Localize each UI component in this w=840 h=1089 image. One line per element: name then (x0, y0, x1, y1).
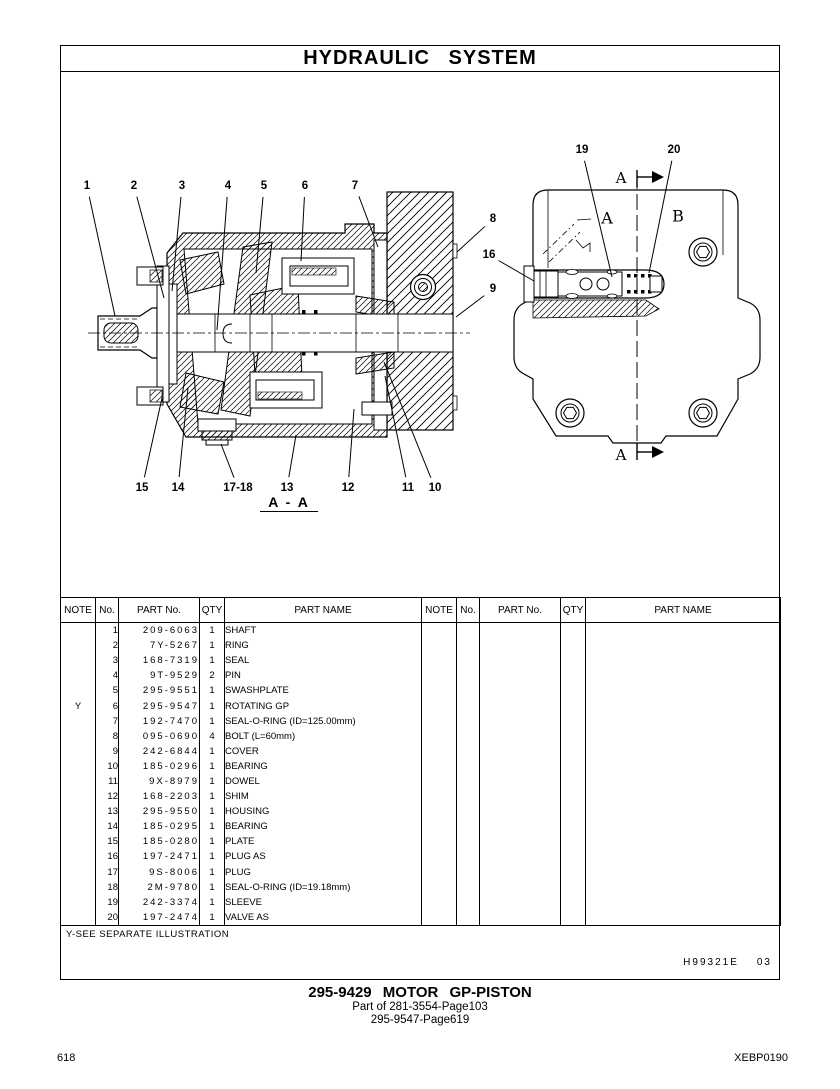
column-header-note-2: NOTE (422, 598, 457, 623)
parts-table (60, 597, 781, 926)
callout-15: 15 (135, 482, 149, 494)
callout-6: 6 (301, 180, 309, 192)
table-row (61, 880, 781, 895)
cell-note (422, 653, 457, 668)
cell-name: PLUG AS (225, 849, 422, 864)
cell-name: SLEEVE (225, 895, 422, 910)
section-label: A - A (260, 494, 318, 512)
leader-line-1 (89, 197, 115, 316)
cell-no (457, 774, 480, 789)
cell-qty: 1 (200, 865, 225, 880)
cell-qty (561, 910, 586, 926)
callout-5: 5 (260, 180, 268, 192)
cell-part: 295-9551 (119, 683, 200, 698)
cell-name: SHIM (225, 789, 422, 804)
cell-part: 209-6063 (119, 623, 200, 639)
callout-19: 19 (575, 144, 589, 156)
cell-qty (561, 880, 586, 895)
cell-qty: 1 (200, 774, 225, 789)
callout-3: 3 (178, 180, 186, 192)
cell-part (480, 714, 561, 729)
cell-note (422, 880, 457, 895)
table-row (61, 714, 781, 729)
cell-no (457, 865, 480, 880)
column-header-qty: QTY (200, 598, 225, 623)
cell-part: 9T-9529 (119, 668, 200, 683)
table-row (61, 895, 781, 910)
callout-17-18: 17-18 (223, 482, 253, 494)
cell-name: PLATE (225, 834, 422, 849)
cell-name (586, 895, 781, 910)
cell-part (480, 683, 561, 698)
callout-10: 10 (428, 482, 442, 494)
cell-no: 5 (96, 683, 119, 698)
cell-name (586, 653, 781, 668)
cell-qty (561, 714, 586, 729)
cell-qty: 1 (200, 653, 225, 668)
cell-note (61, 804, 96, 819)
cell-name: DOWEL (225, 774, 422, 789)
callout-a: A (601, 208, 613, 228)
cell-note (422, 865, 457, 880)
cell-note (422, 698, 457, 713)
cell-note (61, 880, 96, 895)
callout-8: 8 (489, 213, 497, 225)
leader-line-15 (144, 398, 162, 477)
cell-name: BOLT (L=60mm) (225, 729, 422, 744)
cell-part: 185-0280 (119, 834, 200, 849)
column-header-note: NOTE (61, 598, 96, 623)
table-row (61, 698, 781, 713)
cell-note (61, 910, 96, 926)
table-row (61, 865, 781, 880)
cell-qty: 1 (200, 714, 225, 729)
cell-no: 14 (96, 819, 119, 834)
cell-part: 295-9550 (119, 804, 200, 819)
cell-name: COVER (225, 744, 422, 759)
cell-name: RING (225, 638, 422, 653)
cell-note (422, 638, 457, 653)
cell-note (61, 638, 96, 653)
callout-a: A (615, 169, 627, 187)
callout-2: 2 (130, 180, 138, 192)
cell-no: 8 (96, 729, 119, 744)
cell-name: SEAL-O-RING (ID=125.00mm) (225, 714, 422, 729)
callout-14: 14 (171, 482, 185, 494)
cell-note (422, 759, 457, 774)
page-number: 618 (57, 1052, 76, 1064)
cell-part (480, 849, 561, 864)
cell-no: 13 (96, 804, 119, 819)
cell-no (457, 744, 480, 759)
cell-no (457, 804, 480, 819)
cell-no (457, 714, 480, 729)
cell-part: 2M-9780 (119, 880, 200, 895)
cell-qty: 2 (200, 668, 225, 683)
cell-no (457, 638, 480, 653)
cell-note (422, 714, 457, 729)
table-row (61, 638, 781, 653)
table-row (61, 834, 781, 849)
cell-no: 9 (96, 744, 119, 759)
cell-note (61, 774, 96, 789)
cell-part (480, 819, 561, 834)
cell-no (457, 729, 480, 744)
cell-no (457, 759, 480, 774)
cell-note (61, 653, 96, 668)
cell-qty (561, 729, 586, 744)
cell-part: 197-2471 (119, 849, 200, 864)
cell-name (586, 789, 781, 804)
cell-qty: 1 (200, 819, 225, 834)
cell-qty: 1 (200, 834, 225, 849)
leader-line-17-18 (221, 444, 234, 478)
table-row (61, 849, 781, 864)
cell-part (480, 744, 561, 759)
cell-no: 16 (96, 849, 119, 864)
cell-part: 168-2203 (119, 789, 200, 804)
cell-no: 7 (96, 714, 119, 729)
page-title: HYDRAULIC SYSTEM (60, 45, 780, 72)
cell-qty (561, 804, 586, 819)
cell-no: 1 (96, 623, 119, 639)
cell-note (422, 774, 457, 789)
cell-qty (561, 638, 586, 653)
cell-qty (561, 668, 586, 683)
cell-no (457, 698, 480, 713)
cell-note (61, 744, 96, 759)
cell-no: 11 (96, 774, 119, 789)
footer-group-ref: 295-9547-Page619 (370, 1014, 470, 1026)
cell-qty: 1 (200, 683, 225, 698)
cell-no: 15 (96, 834, 119, 849)
cell-name: BEARING (225, 759, 422, 774)
cell-name (586, 849, 781, 864)
callout-a: A (615, 446, 627, 464)
cell-part: 295-9547 (119, 698, 200, 713)
cell-note (422, 623, 457, 639)
cell-note (61, 834, 96, 849)
cell-qty (561, 698, 586, 713)
cell-no: 18 (96, 880, 119, 895)
cell-name (586, 683, 781, 698)
cell-no: 10 (96, 759, 119, 774)
cell-qty (561, 819, 586, 834)
table-row (61, 910, 781, 926)
cell-name (586, 880, 781, 895)
cell-name (586, 744, 781, 759)
cell-part: 7Y-5267 (119, 638, 200, 653)
callout-1: 1 (83, 180, 91, 192)
column-header-name: PART NAME (225, 598, 422, 623)
cell-name: SWASHPLATE (225, 683, 422, 698)
column-header-no: No. (96, 598, 119, 623)
footer-parent-ref: Part of 281-3554-Page103 (352, 1001, 488, 1013)
cell-no (457, 910, 480, 926)
table-row (61, 653, 781, 668)
cell-qty (561, 895, 586, 910)
cell-qty: 1 (200, 895, 225, 910)
column-header-part: PART No. (119, 598, 200, 623)
cell-note (422, 910, 457, 926)
right-end-view (514, 170, 760, 460)
cell-qty (561, 759, 586, 774)
cell-qty (561, 623, 586, 639)
cell-qty: 1 (200, 910, 225, 926)
callout-13: 13 (280, 482, 294, 494)
cell-qty (561, 774, 586, 789)
cell-name: SHAFT (225, 623, 422, 639)
cell-part: 242-3374 (119, 895, 200, 910)
cell-qty: 1 (200, 744, 225, 759)
cell-qty (561, 865, 586, 880)
callout-16: 16 (482, 249, 496, 261)
cell-part (480, 668, 561, 683)
cell-part: 185-0295 (119, 819, 200, 834)
column-header-part-2: PART No. (480, 598, 561, 623)
cell-name: PLUG (225, 865, 422, 880)
table-row (61, 804, 781, 819)
cell-no: 20 (96, 910, 119, 926)
cell-name (586, 865, 781, 880)
cell-name (586, 834, 781, 849)
leader-line-8 (457, 226, 485, 252)
cell-part (480, 623, 561, 639)
cell-note (422, 729, 457, 744)
cell-part: 9X-8979 (119, 774, 200, 789)
cell-note (61, 789, 96, 804)
table-row (61, 744, 781, 759)
cell-qty: 1 (200, 623, 225, 639)
cell-no (457, 623, 480, 639)
cell-name (586, 698, 781, 713)
table-row (61, 623, 781, 639)
cell-note (422, 804, 457, 819)
cell-note (61, 895, 96, 910)
callout-9: 9 (489, 283, 497, 295)
cell-no: 19 (96, 895, 119, 910)
doc-code-revision: 03 (756, 957, 772, 968)
callout-12: 12 (341, 482, 355, 494)
callout-20: 20 (667, 144, 681, 156)
column-header-name-2: PART NAME (586, 598, 781, 623)
cell-no (457, 789, 480, 804)
cell-part (480, 865, 561, 880)
cell-note (422, 895, 457, 910)
cell-note (61, 729, 96, 744)
footer-title: 295-9429 MOTOR GP-PISTON (308, 984, 532, 1001)
cell-part: 192-7470 (119, 714, 200, 729)
cell-qty: 4 (200, 729, 225, 744)
callout-11: 11 (401, 482, 415, 494)
cell-name: HOUSING (225, 804, 422, 819)
cell-note (61, 668, 96, 683)
table-row (61, 774, 781, 789)
cell-note (422, 789, 457, 804)
cell-name (586, 759, 781, 774)
cell-name (586, 774, 781, 789)
cell-qty: 1 (200, 789, 225, 804)
cell-part (480, 774, 561, 789)
cell-note (61, 683, 96, 698)
cell-no: 2 (96, 638, 119, 653)
cell-part (480, 638, 561, 653)
cell-part (480, 834, 561, 849)
callout-7: 7 (351, 180, 359, 192)
cell-part (480, 895, 561, 910)
cell-name (586, 638, 781, 653)
cell-note (61, 623, 96, 639)
cell-no: 4 (96, 668, 119, 683)
note-legend: Y-SEE SEPARATE ILLUSTRATION (66, 929, 230, 940)
cell-no (457, 895, 480, 910)
cell-note (422, 683, 457, 698)
table-row (61, 683, 781, 698)
callout-4: 4 (224, 180, 232, 192)
table-row (61, 729, 781, 744)
cell-note: Y (61, 698, 96, 713)
table-row (61, 819, 781, 834)
cell-part (480, 880, 561, 895)
cell-name: BEARING (225, 819, 422, 834)
cell-part (480, 698, 561, 713)
cell-no (457, 880, 480, 895)
cell-name (586, 729, 781, 744)
cell-qty: 1 (200, 759, 225, 774)
doc-code (683, 957, 772, 968)
cell-note (422, 744, 457, 759)
cell-note (61, 819, 96, 834)
cell-name (586, 819, 781, 834)
cell-note (61, 849, 96, 864)
cell-name (586, 714, 781, 729)
doc-code-number: H99321E (683, 957, 739, 968)
cell-note (422, 834, 457, 849)
cell-no: 12 (96, 789, 119, 804)
cell-no (457, 819, 480, 834)
leader-line-13 (289, 435, 296, 477)
cell-name (586, 910, 781, 926)
table-row (61, 789, 781, 804)
cell-no (457, 849, 480, 864)
cell-no: 17 (96, 865, 119, 880)
cell-note (422, 668, 457, 683)
cell-note (422, 849, 457, 864)
cell-note (61, 759, 96, 774)
cell-name: ROTATING GP (225, 698, 422, 713)
cell-name: VALVE AS (225, 910, 422, 926)
table-row (61, 668, 781, 683)
cell-part (480, 789, 561, 804)
callout-b: B (672, 206, 684, 226)
cell-name (586, 668, 781, 683)
cell-part: 9S-8006 (119, 865, 200, 880)
cell-qty (561, 789, 586, 804)
cell-qty: 1 (200, 849, 225, 864)
leader-line-9 (456, 296, 484, 317)
cell-part: 242-6844 (119, 744, 200, 759)
cell-qty: 1 (200, 698, 225, 713)
cell-no (457, 653, 480, 668)
cell-part (480, 910, 561, 926)
cell-no: 3 (96, 653, 119, 668)
form-code: XEBP0190 (734, 1052, 788, 1064)
cell-qty: 1 (200, 880, 225, 895)
cell-qty (561, 744, 586, 759)
cell-no (457, 668, 480, 683)
cell-part (480, 759, 561, 774)
cell-qty (561, 834, 586, 849)
cell-qty (561, 683, 586, 698)
cell-name (586, 623, 781, 639)
cell-no (457, 834, 480, 849)
cell-part: 185-0296 (119, 759, 200, 774)
column-header-qty-2: QTY (561, 598, 586, 623)
cell-note (61, 714, 96, 729)
cell-part: 197-2474 (119, 910, 200, 926)
cell-note (61, 865, 96, 880)
cell-qty: 1 (200, 804, 225, 819)
cell-no (457, 683, 480, 698)
cell-part (480, 804, 561, 819)
cell-name (586, 804, 781, 819)
technical-drawing (60, 70, 780, 597)
column-header-no-2: No. (457, 598, 480, 623)
cell-part (480, 653, 561, 668)
cell-part: 095-0690 (119, 729, 200, 744)
cell-qty (561, 653, 586, 668)
cell-qty (561, 849, 586, 864)
cell-name: SEAL-O-RING (ID=19.18mm) (225, 880, 422, 895)
table-header-row (61, 598, 781, 623)
cell-no: 6 (96, 698, 119, 713)
cell-name: SEAL (225, 653, 422, 668)
cell-qty: 1 (200, 638, 225, 653)
cell-part: 168-7319 (119, 653, 200, 668)
cell-note (422, 819, 457, 834)
cell-part (480, 729, 561, 744)
table-row (61, 759, 781, 774)
cell-name: PIN (225, 668, 422, 683)
